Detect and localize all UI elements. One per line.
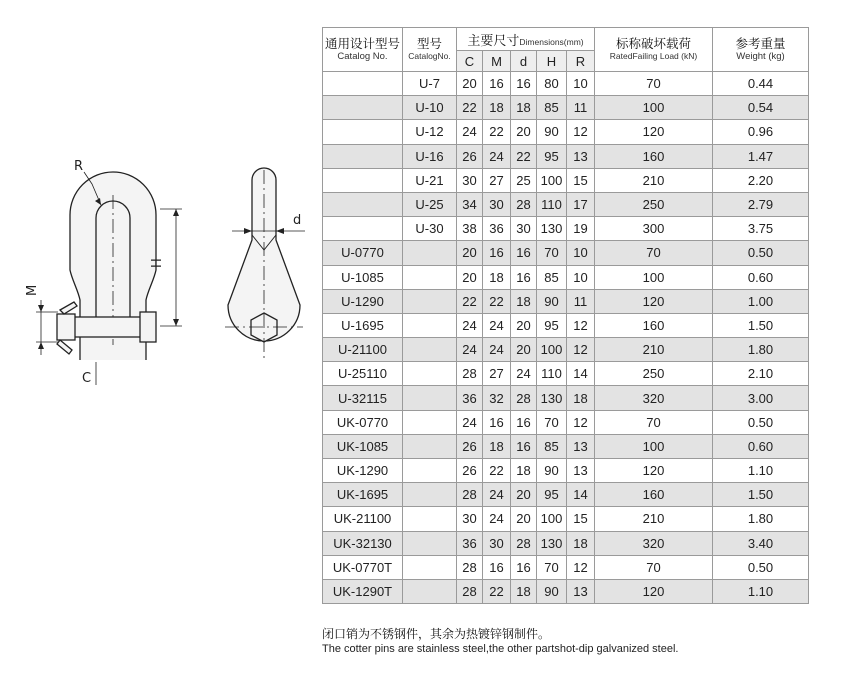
cell-catalog: U-1085: [323, 265, 403, 289]
cell-weight: 1.10: [713, 579, 809, 603]
cell-c: 28: [457, 483, 483, 507]
cell-d: 16: [511, 434, 537, 458]
cell-h: 85: [537, 434, 567, 458]
cell-weight: 0.54: [713, 96, 809, 120]
cell-type: [403, 459, 457, 483]
cell-catalog: U-32115: [323, 386, 403, 410]
cell-catalog: UK-1085: [323, 434, 403, 458]
cell-type: U-7: [403, 72, 457, 96]
table-row: [323, 483, 809, 507]
cell-type: [403, 338, 457, 362]
subheader-C: C: [457, 51, 483, 72]
cell-load: 210: [595, 168, 713, 192]
cell-h: 85: [537, 96, 567, 120]
cell-d: 16: [511, 72, 537, 96]
cell-m: 30: [483, 192, 511, 216]
cell-r: 10: [567, 241, 595, 265]
cell-catalog: [323, 168, 403, 192]
cell-type: [403, 434, 457, 458]
cell-r: 14: [567, 483, 595, 507]
cell-catalog: UK-1290T: [323, 579, 403, 603]
cell-weight: 3.40: [713, 531, 809, 555]
cell-h: 80: [537, 72, 567, 96]
table-row: [323, 120, 809, 144]
cell-m: 24: [483, 483, 511, 507]
cell-load: 70: [595, 72, 713, 96]
cell-c: 28: [457, 579, 483, 603]
cell-load: 210: [595, 338, 713, 362]
cell-weight: 1.50: [713, 483, 809, 507]
cell-weight: 1.10: [713, 459, 809, 483]
table-row: [323, 507, 809, 531]
cell-c: 20: [457, 72, 483, 96]
cell-d: 18: [511, 579, 537, 603]
cell-type: U-12: [403, 120, 457, 144]
cell-d: 22: [511, 144, 537, 168]
cell-r: 12: [567, 338, 595, 362]
cell-type: [403, 483, 457, 507]
cell-d: 20: [511, 120, 537, 144]
cell-catalog: [323, 217, 403, 241]
cell-load: 120: [595, 289, 713, 313]
cell-r: 19: [567, 217, 595, 241]
cell-h: 110: [537, 362, 567, 386]
cell-weight: 0.50: [713, 410, 809, 434]
table-row: [323, 555, 809, 579]
cell-weight: 1.50: [713, 313, 809, 337]
cell-load: 250: [595, 362, 713, 386]
cell-type: [403, 241, 457, 265]
cell-d: 16: [511, 555, 537, 579]
cell-type: [403, 410, 457, 434]
cell-catalog: UK-32130: [323, 531, 403, 555]
cell-d: 20: [511, 507, 537, 531]
cell-d: 24: [511, 362, 537, 386]
cell-c: 24: [457, 313, 483, 337]
table-row: [323, 289, 809, 313]
table-row: [323, 531, 809, 555]
cell-c: 36: [457, 386, 483, 410]
cell-c: 30: [457, 168, 483, 192]
table-row: [323, 579, 809, 603]
cell-c: 22: [457, 96, 483, 120]
cell-load: 70: [595, 410, 713, 434]
cell-c: 28: [457, 555, 483, 579]
cell-d: 16: [511, 265, 537, 289]
cell-h: 85: [537, 265, 567, 289]
cell-d: 25: [511, 168, 537, 192]
header-dimensions: 主要尺寸Dimensions(mm): [457, 28, 595, 51]
table-row: [323, 362, 809, 386]
cell-c: 24: [457, 410, 483, 434]
cell-m: 22: [483, 579, 511, 603]
cell-load: 120: [595, 120, 713, 144]
cell-type: U-25: [403, 192, 457, 216]
table-row: [323, 96, 809, 120]
cell-c: 36: [457, 531, 483, 555]
cell-c: 26: [457, 144, 483, 168]
table-row: [323, 192, 809, 216]
cell-catalog: U-21100: [323, 338, 403, 362]
cell-m: 16: [483, 410, 511, 434]
label-C: C: [82, 371, 92, 386]
footnote: [322, 626, 678, 657]
cell-r: 13: [567, 434, 595, 458]
cell-catalog: UK-21100: [323, 507, 403, 531]
cell-type: U-21: [403, 168, 457, 192]
cell-m: 22: [483, 459, 511, 483]
table-row: [323, 459, 809, 483]
cell-type: [403, 362, 457, 386]
cell-d: 30: [511, 217, 537, 241]
cell-h: 100: [537, 168, 567, 192]
cell-r: 12: [567, 313, 595, 337]
cell-catalog: UK-0770T: [323, 555, 403, 579]
table-row: [323, 386, 809, 410]
cell-h: 90: [537, 120, 567, 144]
cell-h: 100: [537, 507, 567, 531]
cell-load: 100: [595, 96, 713, 120]
cell-load: 100: [595, 265, 713, 289]
cell-h: 110: [537, 192, 567, 216]
cell-type: U-30: [403, 217, 457, 241]
table-row: [323, 72, 809, 96]
cell-m: 22: [483, 120, 511, 144]
cell-load: 320: [595, 531, 713, 555]
cell-type: U-16: [403, 144, 457, 168]
cell-load: 70: [595, 555, 713, 579]
cell-load: 250: [595, 192, 713, 216]
cell-catalog: [323, 144, 403, 168]
cell-c: 26: [457, 459, 483, 483]
cell-d: 28: [511, 192, 537, 216]
cell-m: 16: [483, 72, 511, 96]
cell-weight: 0.60: [713, 265, 809, 289]
cell-weight: 0.50: [713, 555, 809, 579]
cell-load: 210: [595, 507, 713, 531]
cell-load: 160: [595, 144, 713, 168]
cell-catalog: [323, 120, 403, 144]
cell-c: 22: [457, 289, 483, 313]
cell-weight: 1.80: [713, 338, 809, 362]
cell-weight: 1.80: [713, 507, 809, 531]
cell-type: [403, 531, 457, 555]
cell-c: 24: [457, 120, 483, 144]
table-row: [323, 265, 809, 289]
table-row: [323, 217, 809, 241]
cell-h: 70: [537, 241, 567, 265]
table-row: [323, 338, 809, 362]
label-d: d: [293, 213, 302, 228]
cell-h: 95: [537, 483, 567, 507]
cell-catalog: [323, 96, 403, 120]
table-row: [323, 168, 809, 192]
cell-m: 16: [483, 241, 511, 265]
subheader-M: M: [483, 51, 511, 72]
cell-h: 70: [537, 410, 567, 434]
cell-c: 26: [457, 434, 483, 458]
cell-weight: 2.10: [713, 362, 809, 386]
label-M: M: [25, 284, 40, 296]
table-row: [323, 434, 809, 458]
nut: [57, 314, 75, 340]
cell-d: 28: [511, 531, 537, 555]
cell-r: 10: [567, 72, 595, 96]
cell-m: 18: [483, 265, 511, 289]
cell-r: 11: [567, 96, 595, 120]
cell-m: 36: [483, 217, 511, 241]
cell-d: 16: [511, 410, 537, 434]
header-catalog: 通用设计型号 Catalog No.: [323, 28, 403, 72]
footnote-english: The cotter pins are stainless steel,the other partshot-dip galvanized steel.: [322, 643, 679, 655]
cell-m: 24: [483, 144, 511, 168]
cell-r: 10: [567, 265, 595, 289]
cell-m: 18: [483, 434, 511, 458]
label-H: H: [150, 258, 165, 268]
cell-m: 24: [483, 313, 511, 337]
cell-load: 300: [595, 217, 713, 241]
cell-weight: 0.44: [713, 72, 809, 96]
cell-type: [403, 579, 457, 603]
cell-weight: 1.47: [713, 144, 809, 168]
cell-r: 11: [567, 289, 595, 313]
cell-r: 13: [567, 579, 595, 603]
cell-c: 20: [457, 265, 483, 289]
header-weight: 参考重量 Weight (kg): [713, 28, 809, 72]
cell-r: 12: [567, 410, 595, 434]
cell-type: U-10: [403, 96, 457, 120]
cell-r: 17: [567, 192, 595, 216]
cell-d: 16: [511, 241, 537, 265]
specification-table: [322, 27, 809, 604]
cell-load: 120: [595, 459, 713, 483]
table-header-row: [323, 28, 809, 51]
cell-weight: 2.20: [713, 168, 809, 192]
cell-catalog: UK-0770: [323, 410, 403, 434]
cell-d: 20: [511, 338, 537, 362]
cell-load: 120: [595, 579, 713, 603]
subheader-R: R: [567, 51, 595, 72]
cell-h: 95: [537, 313, 567, 337]
subheader-H: H: [537, 51, 567, 72]
cell-weight: 3.00: [713, 386, 809, 410]
cell-r: 15: [567, 507, 595, 531]
cell-d: 20: [511, 313, 537, 337]
cell-load: 70: [595, 241, 713, 265]
table-row: [323, 410, 809, 434]
cell-r: 13: [567, 144, 595, 168]
cell-load: 160: [595, 313, 713, 337]
cell-weight: 2.79: [713, 192, 809, 216]
cell-load: 320: [595, 386, 713, 410]
cell-weight: 0.50: [713, 241, 809, 265]
label-R: R: [74, 159, 84, 174]
cell-weight: 1.00: [713, 289, 809, 313]
cell-type: [403, 555, 457, 579]
subheader-d: d: [511, 51, 537, 72]
cell-c: 34: [457, 192, 483, 216]
cell-r: 18: [567, 531, 595, 555]
cell-m: 32: [483, 386, 511, 410]
table-row: [323, 241, 809, 265]
cell-m: 22: [483, 289, 511, 313]
cell-h: 90: [537, 289, 567, 313]
cell-m: 16: [483, 555, 511, 579]
bolt-head: [140, 312, 156, 342]
cell-c: 20: [457, 241, 483, 265]
cell-type: [403, 507, 457, 531]
cell-r: 18: [567, 386, 595, 410]
cell-h: 90: [537, 459, 567, 483]
cell-h: 90: [537, 579, 567, 603]
cell-h: 130: [537, 386, 567, 410]
cell-c: 30: [457, 507, 483, 531]
cell-catalog: U-1695: [323, 313, 403, 337]
cell-weight: 0.96: [713, 120, 809, 144]
cell-load: 100: [595, 434, 713, 458]
cell-catalog: U-1290: [323, 289, 403, 313]
cell-d: 28: [511, 386, 537, 410]
cell-catalog: [323, 72, 403, 96]
cell-h: 95: [537, 144, 567, 168]
cell-c: 24: [457, 338, 483, 362]
cell-m: 30: [483, 531, 511, 555]
cell-catalog: U-0770: [323, 241, 403, 265]
cell-h: 130: [537, 217, 567, 241]
cell-weight: 0.60: [713, 434, 809, 458]
cell-c: 38: [457, 217, 483, 241]
cell-load: 160: [595, 483, 713, 507]
cell-catalog: [323, 192, 403, 216]
cell-catalog: UK-1290: [323, 459, 403, 483]
cell-d: 18: [511, 96, 537, 120]
table-row: [323, 144, 809, 168]
cell-type: [403, 386, 457, 410]
cell-r: 14: [567, 362, 595, 386]
cell-type: [403, 313, 457, 337]
header-load: 标称破坏载荷 RatedFailing Load (kN): [595, 28, 713, 72]
cell-h: 100: [537, 338, 567, 362]
cell-catalog: UK-1695: [323, 483, 403, 507]
cell-r: 12: [567, 120, 595, 144]
cell-m: 24: [483, 507, 511, 531]
cell-r: 12: [567, 555, 595, 579]
cell-catalog: U-25110: [323, 362, 403, 386]
cell-m: 18: [483, 96, 511, 120]
shackle-technical-drawing: [0, 0, 320, 420]
cell-h: 130: [537, 531, 567, 555]
cell-r: 15: [567, 168, 595, 192]
header-type: 型号 CatalogNo.: [403, 28, 457, 72]
cell-type: [403, 289, 457, 313]
cell-m: 24: [483, 338, 511, 362]
cell-m: 27: [483, 168, 511, 192]
cell-d: 18: [511, 289, 537, 313]
cell-h: 70: [537, 555, 567, 579]
cell-d: 20: [511, 483, 537, 507]
table-row: [323, 313, 809, 337]
cell-r: 13: [567, 459, 595, 483]
cotter-pin: [60, 302, 77, 314]
cell-d: 18: [511, 459, 537, 483]
cell-weight: 3.75: [713, 217, 809, 241]
cell-c: 28: [457, 362, 483, 386]
cell-type: [403, 265, 457, 289]
footnote-chinese: 闭口销为不锈钢件，其余为热镀锌钢制件。: [322, 627, 551, 641]
cell-m: 27: [483, 362, 511, 386]
